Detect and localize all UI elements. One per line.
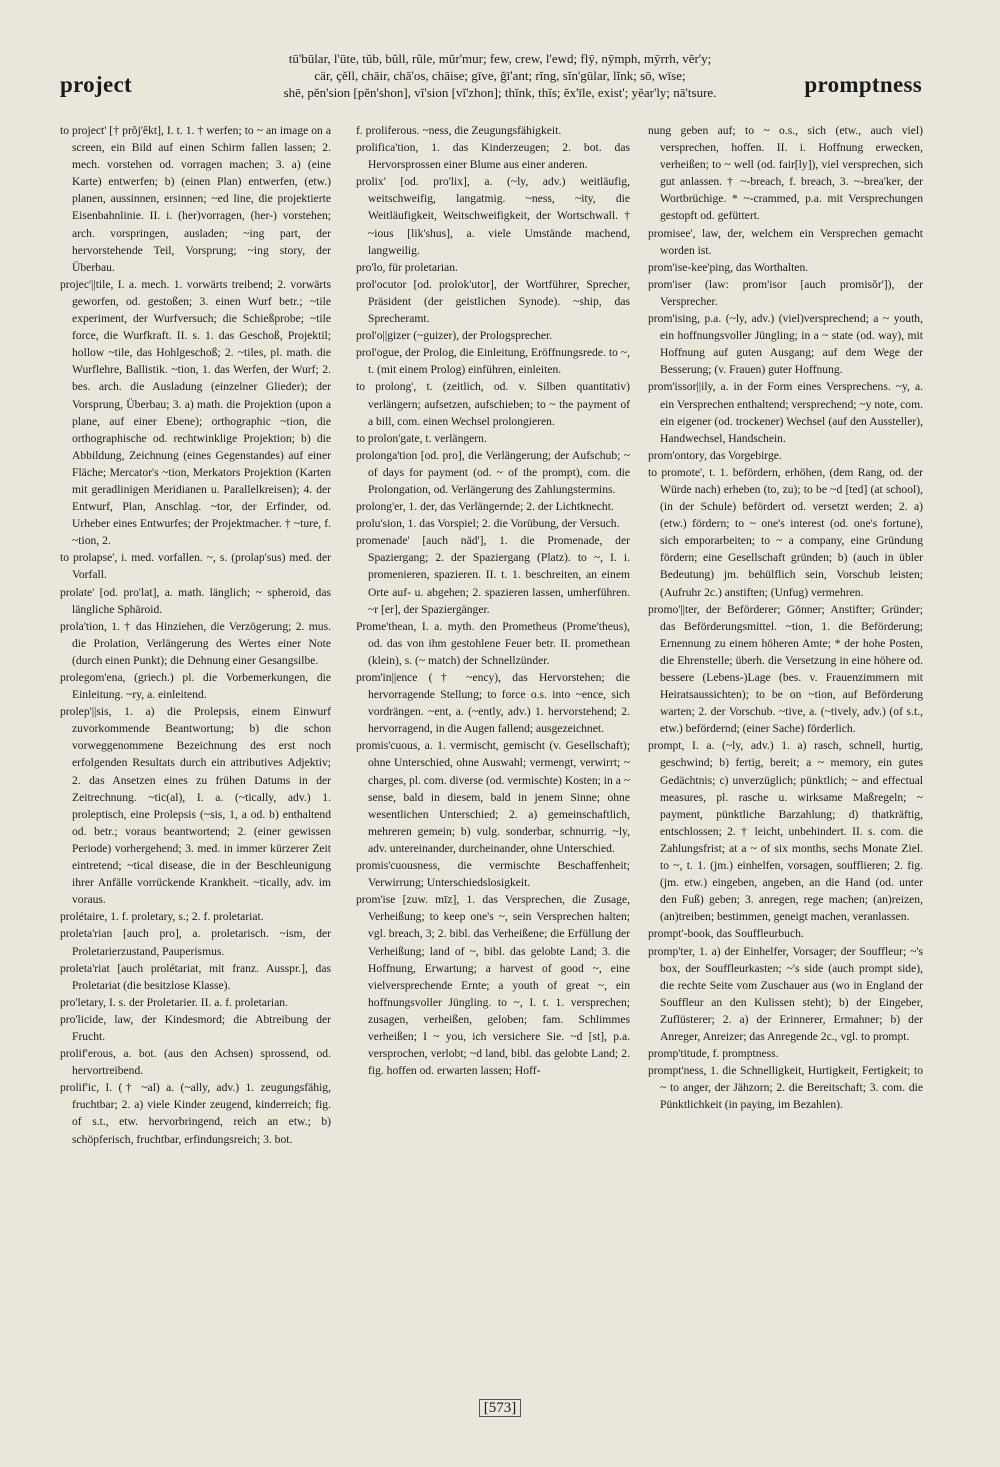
dictionary-entry: prolifica'tion, 1. das Kinderzeugen; 2. bot. das Hervorsprossen einer Blume aus einer anderen. <box>356 141 630 172</box>
left-running-headword: project <box>60 72 132 97</box>
dictionary-entry: promisee', law, der, welchem ein Versprechen gemacht worden ist. <box>648 226 923 257</box>
column-2 <box>356 122 630 1402</box>
dictionary-entry: prom'ise [zuw. mīz], 1. das Versprechen, die Zusage, Verheißung; to keep one's ~, sein Versprechen halten; vgl. breach, 3; 2. bibl. das Verheißene; die Erfüllung der Verheißung; land of ~, bibl. das gelobte Land; 3. die Hoffnung, Erwartung; a harvest of good ~, eine vielversprechende Ernte; a youth of great ~, ein hoffnungsvoller Jüngling. to ~, I. t. 1. versprechen; zusagen, verheißen, geloben; fam. Schlimmes verheißen; I ~ you, ich versichere Sie. ~d [st], p.a. versprochen, verlobt; ~d land, bibl. das gelobte Land; 2. fig. hoffen od. erwarten lassen; Hoff- <box>356 893 630 1078</box>
column-1 <box>60 122 331 1402</box>
dictionary-entry: promis'cuousness, die vermischte Beschaffenheit; Verwirrung; Unterschiedslosigkeit. <box>356 859 630 890</box>
dictionary-entry: proleta'riat [auch prolétariat, mit franz. Ausspr.], das Proletariat (die besitzlose Klasse). <box>60 961 331 992</box>
dictionary-entry: prolu'sion, 1. das Vorspiel; 2. die Vorübung, der Versuch. <box>356 517 620 531</box>
dictionary-entry: prom'ising, p.a. (~ly, adv.) (viel)versprechend; a ~ youth, ein hoffnungsvoller Jüngling; in a ~ state (od. way), mit Hoffnung auf guten Ausgang; auf dem Wege der Besserung; (v. Frauen) guter Hoffnung. <box>648 312 923 377</box>
dictionary-entry: prolétaire, 1. f. proletary, s.; 2. f. proletariat. <box>60 910 264 924</box>
dictionary-entry: prolif'erous, a. bot. (aus den Achsen) sprossend, od. hervortreibend. <box>60 1047 331 1078</box>
dictionary-entry: prom'iser (law: prom'isor [auch promisŏr']), der Versprecher. <box>648 277 923 308</box>
pronunciation-key-line: shē, pĕn'sion [pĕn'shon], vĭ'sion [vĭ'zhon]; thĭnk, thĭs; ĕx'īle, exist'; yĕar'ly; nā'tsure. <box>283 85 717 100</box>
dictionary-entry: prolep'||sis, 1. a) die Prolepsis, einem Einwurf zuvorkommende Beantwortung; b) die schon vorweggenommene Bezeichnung des erst noch erfolgenden Resultats durch ein attributives Adjektiv; 2. das Ansetzen eines zu frühen Datums in der Zeitrechnung. ~tic(al), I. a. (~tically, adv.) 1. proleptisch, eine Prolepsis (~sis, 1, a od. b) enthaltend od. betr.; voraus beantwortend; 2. (einer gewissen Periode) vorhergehend; 3. med. in immer kürzerer Zeit eintretend; ~tical disease, die in der Beschleunigung ihrer Anfälle vorrückende Krankheit. ~tically, adv. im voraus. <box>60 705 331 907</box>
dictionary-entry: to prolon'gate, t. verlängern. <box>356 431 487 445</box>
dictionary-entry: to promote', t. 1. befördern, erhöhen, (dem Rang, od. der Würde nach) erheben (to, zu); to be ~d [ted] (at school), (in der Schule) befördert od. versetzt werden; 2. a) (etw.) fördern; to ~ one's interest (od. one's fortune), sich emporarbeiten; to ~ a company, eine Gründung fördern; eine Gesellschaft gründen; b) (auch in übler Bedeutung) jm. behülflich sein, Vorschub leisten; (Aufruhr 2c.) anstiften; (Unfug) vermehren. <box>648 465 923 599</box>
dictionary-entry: to prolapse', i. med. vorfallen. ~, s. (prolap'sus) med. der Vorfall. <box>60 551 331 582</box>
dictionary-entry: proleta'rian [auch pro], a. proletarisch. ~ism, der Proletarierzustand, Pauperismus. <box>60 927 331 958</box>
dictionary-entry: pro'lo, für proletarian. <box>356 260 458 274</box>
dictionary-entry: Prome'thean, I. a. myth. den Prometheus (Prome'theus), od. das von ihm gestohlene Feuer betr. II. promethean (klein), s. (~ match) der Schnellzünder. <box>356 619 630 667</box>
dictionary-entry: f. proliferous. ~ness, die Zeugungsfähigkeit. <box>356 124 562 137</box>
dictionary-entry: projec'||tile, I. a. mech. 1. vorwärts treibend; 2. vorwärts geworfen, od. gestoßen; 3. einen Wurf betr.; ~tile experiment, der Wurfversuch; die Schießprobe; ~tile force, die Wurfkraft. II. s. 1. das Geschoß, Projektil; hollow ~tile, das Hohlgeschoß; 2. ~tiles, pl. math. die Wurflehre, Ballistik. ~tion, 1. das Werfen, der Wurf; 2. bes. arch. die Ausladung (einzelner Glieder); der Vorsprung, Überbau; 3. a) math. die Projektion (upon a plane, auf einer Ebene); orthographic ~tion, die orthographische od. rechtwinklige Projektion; b) die Abbildung, Zeichnung (eines Gegenstandes) auf einer Fläche; Mercator's ~tion, Merkators Projektion (Karten mit geradlinigen Meridianen u. Parallelkreisen); 4. der Entwurf, Plan, Anschlag. ~tor, der Erfinder, od. Urheber eines Entwurfes; der Projektmacher. † ~ture, f. ~tion, 2. <box>60 277 331 548</box>
dictionary-entry: prolix' [od. pro'lix], a. (~ly, adv.) weitläufig, weitschweifig, langatmig. ~ness, ~ity, die Weitläufigkeit, Weitschweifigkeit, der Wortschwall. † ~ious [lik'shus], a. viele Umstände machend, langweilig. <box>356 175 630 257</box>
dictionary-entry: prolegom'ena, (griech.) pl. die Vorbemerkungen, die Einleitung. ~ry, a. einleitend. <box>60 671 331 702</box>
dictionary-entry: prol'ogue, der Prolog, die Einleitung, Eröffnungsrede. to ~, t. (mit einem Prolog) einführen, einleiten. <box>356 346 630 377</box>
dictionary-entry: prom'ontory, das Vorgebirge. <box>648 448 782 462</box>
dictionary-entry: prompt'ness, 1. die Schnelligkeit, Hurtigkeit, Fertigkeit; to ~ to anger, der Jähzorn; 2. die Bereitschaft; 3. com. die Pünktlichkeit (in paying, im Bezahlen). <box>648 1064 923 1112</box>
page-number <box>0 1400 1000 1417</box>
dictionary-entry: promenade' [auch näd'], 1. die Promenade, der Spaziergang; 2. der Spaziergang (Platz). to ~, I. i. promenieren, spazieren. II. t. 1. beschreiten, an einem Orte auf- u. abgehen; 2. spazieren lassen, umherführen. ~r [er], der Spaziergänger. <box>356 534 630 616</box>
dictionary-entry: prolif'ic, I. († ~al) a. (~ally, adv.) 1. zeugungsfähig, fruchtbar; 2. a) viele Kinder zeugend, kinderreich; fig. of s.t., etw. hervorbringend, reich an etw.; b) schöpferisch, fruchtbar, erfindungsreich; 3. bot. <box>60 1081 331 1146</box>
dictionary-entry: nung geben auf; to ~ o.s., sich (etw., auch viel) versprechen, hoffen. II. i. Hoffnung erwecken, verheißen; to ~ well (od. fair[ly]), viel versprechen, sich gut anlassen. † ~-breach, f. breach, 3. ~-brea'ker, der Wortbrüchige. * ~-crammed, p.a. mit Versprechungen gestopft od. gefüttert. <box>648 124 923 223</box>
column-3 <box>648 122 923 1402</box>
dictionary-entry: prom'issor||ily, a. in der Form eines Versprechens. ~y, a. ein Versprechen enthaltend; versprechend; ~y note, com. ein eigener (od. trockener) Wechsel (auf den Aussteller), Handwechsel, Handschein. <box>648 380 923 445</box>
dictionary-entry: prola'tion, 1. † das Hinziehen, die Verzögerung; 2. mus. die Prolation, Verlängerung des Wertes einer Note (durch einen Punkt); die Dehnung einer Gesangsilbe. <box>60 619 331 667</box>
dictionary-entry: pro'letary, I. s. der Proletarier. II. a. f. proletarian. <box>60 995 288 1009</box>
dictionary-entry: promp'ter, 1. a) der Einhelfer, Vorsager; der Souffleur; ~'s box, der Souffleurkasten; ~'s side (auch prompt side), die rechte Seite vom Zuschauer aus (wo in England der Souffleur an den Kulissen steht); b) der Eingeber, Zuflüsterer; 2. a) der Erinnerer, Ermahner; b) der Anreger, Anreizer; das Anregende 2c., vgl. to prompt. <box>648 944 923 1043</box>
dictionary-entry: prom'in||ence († ~ency), das Hervorstehen; die hervorragende Stellung; to force o.s. into ~ence, sich vordrängen. ~ent, a. (~ently, adv.) 1. hervorstehend; 2. hervorragend, in die Augen fallend; ausgezeichnet. <box>356 671 630 736</box>
right-running-headword: promptness <box>804 72 922 97</box>
dictionary-entry: prolonga'tion [od. pro], die Verlängerung; der Aufschub; ~ of days for payment (od. ~ of the prompt), com. die Prolongation, od. Verlängerung des Zahlungstermins. <box>356 448 630 496</box>
dictionary-entry: prompt'-book, das Souffleurbuch. <box>648 927 804 941</box>
dictionary-entry: promo'||ter, der Beförderer; Gönner; Anstifter; Gründer; das Beförderungsmittel. ~tion, 1. die Beförderung; Ernennung zu einem höheren Amte; * der hohe Posten, die Ehrenstelle; überh. die Versetzung in eine höhere od. bessere (Lebens-)Lage (bes. v. Frauenzimmern mit Heiratsaussichten); to be on ~tion, auf Beförderung warten; 2. der Vorschub. ~tive, a. (~tively, adv.) (of s.t., etw.) befördernd; (einer Sache) förderlich. <box>648 602 923 736</box>
dictionary-entry: prompt, I. a. (~ly, adv.) 1. a) rasch, schnell, hurtig, geschwind; b) fertig, bereit; a ~ memory, ein gutes Gedächtnis; c) unverzüglich; pünktlich; ~ and effectual measures, pl. rasche u. wirksame Maßregeln; ~ payment, pünktliche Barzahlung; d) thatkräftig, entschlossen; 2. † leicht, unbehindert. II. s. com. die Zahlungsfrist; at a ~ of six months, sechs Monate Ziel. to ~, t. 1. (jm.) einhelfen, vorsagen, soufflieren; 2. fig. (jm. etw.) eingeben, angeben, an die Hand (od. unter den Fuß) geben; 3. anregen, rege machen; (an)reizen, (an)treiben; bestimmen, geneigt machen, veranlassen. <box>648 739 923 924</box>
dictionary-entry: prom'ise-kee'ping, das Worthalten. <box>648 260 809 274</box>
dictionary-entry: prolate' [od. pro'lat], a. math. länglich; ~ spheroid, das längliche Sphäroid. <box>60 585 331 616</box>
pronunciation-key <box>205 50 795 101</box>
dictionary-entry: promis'cuous, a. 1. vermischt, gemischt (v. Gesellschaft); ohne Unterschied, ohne Auswahl; vermengt, verwirrt; ~ charges, pl. com. diverse (od. vermischte) Kosten; in a ~ sense, bald in diesem, bald in jenem Sinne; ohne wesentlichen Unterschied; 2. a) gemeinschaftlich, mehreren gemein; b) vulg. sonderbar, schnurrig. ~ly, adv. untereinander, durcheinander, ohne Unterschied. <box>356 739 630 855</box>
pronunciation-key-line: cär, çĕll, chāir, chā'os, chāise; gīve, ğī'ant; rĭng, sĭn'gūlar, lĭnk; sō, wīse; <box>314 68 686 83</box>
dictionary-entry: promp'titude, f. promptness. <box>648 1047 779 1061</box>
dictionary-entry: to prolong', t. (zeitlich, od. v. Silben quantitativ) verlängern; aufsetzen, aufschieben; to ~ the payment of a bill, com. einen Wechsel prolongieren. <box>356 380 630 428</box>
dictionary-entry: prol'o||gizer (~guizer), der Prologsprecher. <box>356 329 553 343</box>
dictionary-entry: pro'licide, law, der Kindesmord; die Abtreibung der Frucht. <box>60 1012 331 1043</box>
dictionary-entry: to project' [† prŏj'ĕkt], I. t. 1. † werfen; to ~ an image on a screen, ein Bild auf einen Schirm fallen lassen; 2. mech. vorstehen od. vorragen machen; 3. a) (eine Karte) entwerfen; b) (einen Plan) entwerfen, (etw.) planen, aussinnen, ersinnen; ~ed line, die projektierte Eisenbahnlinie. II. i. (her)vorragen, (her-) vorstehen; arch. vorspringen, ausladen; ~ing part, der hervorstehende Teil, Vorsprung; ~ing story, der Überbau. <box>60 124 331 274</box>
dictionary-entry: prol'ocutor [od. prolok'utor], der Wortführer, Sprecher, Präsident (der geistlichen Synode). ~ship, das Sprecheramt. <box>356 277 630 326</box>
dictionary-entry: prolong'er, 1. der, das Verlängernde; 2. der Lichtknecht. <box>356 500 614 514</box>
pronunciation-key-line: tū'būlar, l'ūte, tŭb, bŭll, rûle, mŭr'mur; few, crew, l'ewd; flȳ, nȳmph, mȳrrh, vĕr'y; <box>288 51 712 66</box>
page-number-text: [573] <box>479 1399 522 1417</box>
